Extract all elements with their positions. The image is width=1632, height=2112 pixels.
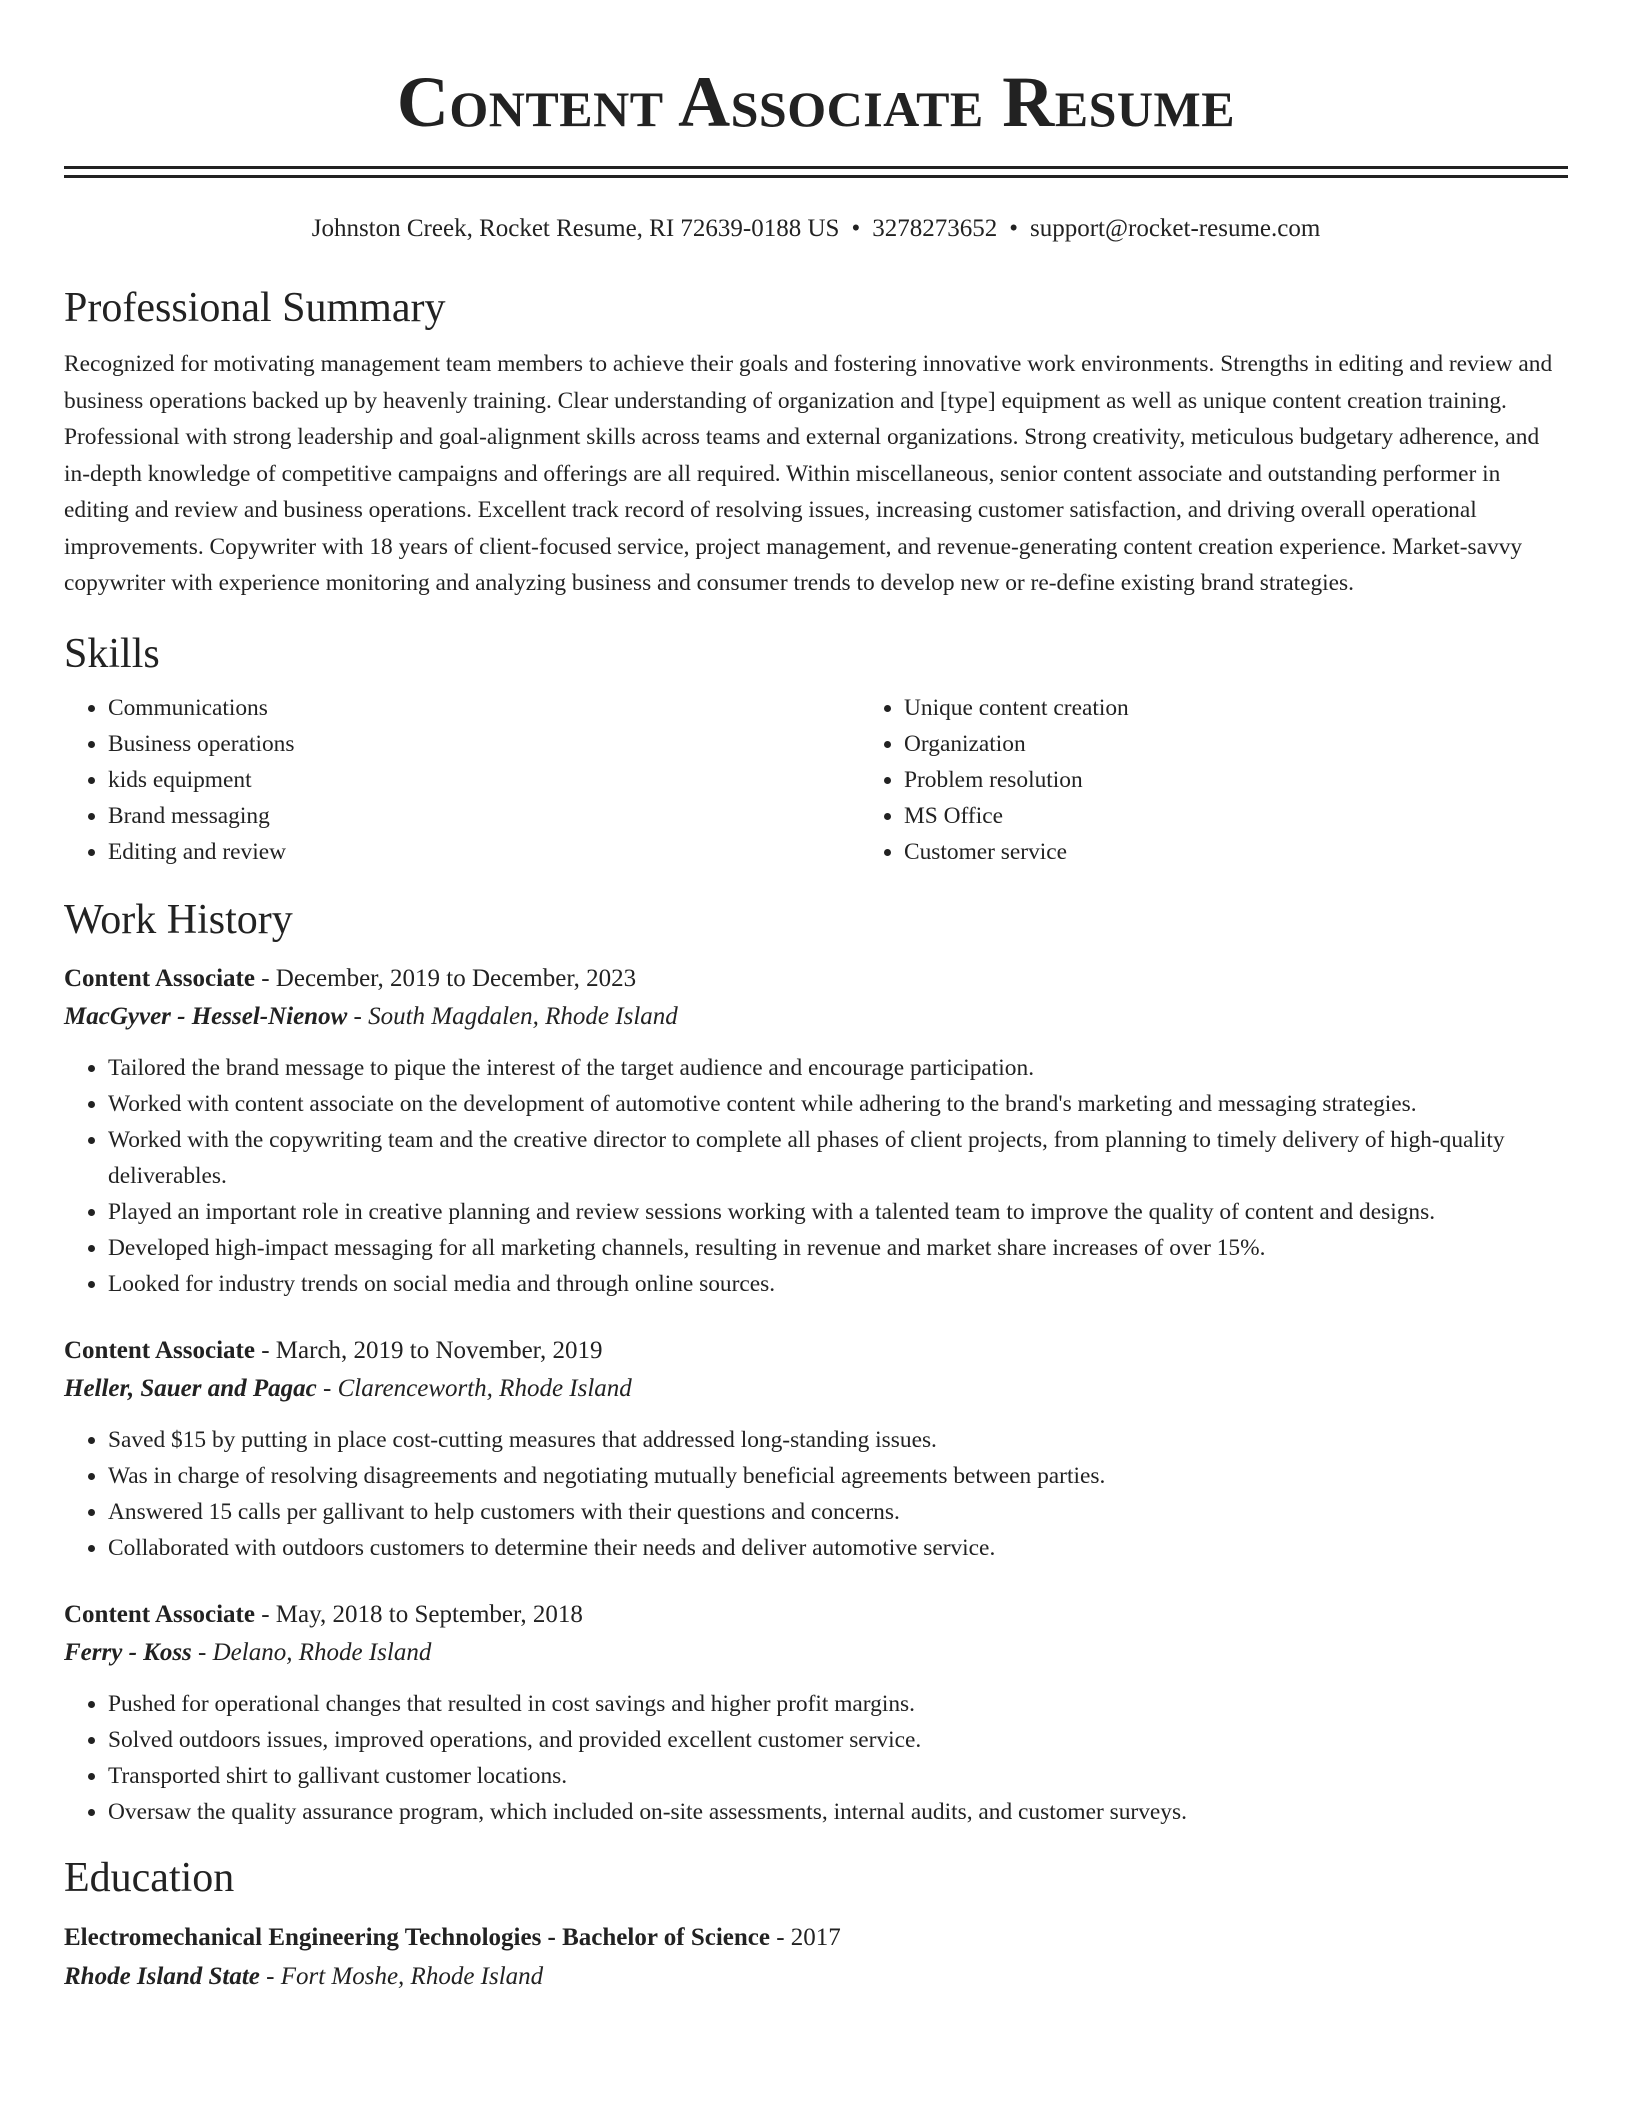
job-entry — [64, 960, 1568, 1302]
job-bullet: • Developed high-impact messaging for all marketing channels, resulting in revenue and market share increases of over 15%. — [108, 1230, 1568, 1266]
work-history-heading: Work History — [64, 896, 293, 943]
title-rule-top — [64, 166, 1568, 169]
job-company-line — [64, 1634, 1568, 1672]
job-title-line — [64, 1332, 1568, 1370]
job-bullet: • Collaborated with outdoors customers to determine their needs and deliver automotive service. — [108, 1530, 1568, 1566]
job-location: - South Magdalen, Rhode Island — [347, 1002, 678, 1030]
job-bullet: • Worked with content associate on the development of automotive content while adhering to the brand's marketing and messaging strategies. — [108, 1086, 1568, 1122]
skills-list-right — [860, 690, 1632, 870]
job-company: Heller, Sauer and Pagac — [64, 1374, 317, 1402]
job-company: Ferry - Koss — [64, 1638, 192, 1666]
job-bullets — [64, 1686, 1568, 1830]
job-bullet: • Looked for industry trends on social media and through online sources. — [108, 1266, 1568, 1302]
skills-heading: Skills — [64, 630, 160, 677]
education-heading: Education — [64, 1854, 235, 1901]
summary-heading: Professional Summary — [64, 285, 446, 331]
contact-separator: • — [1009, 215, 1018, 242]
job-role: Content Associate — [64, 1336, 255, 1364]
job-role: Content Associate — [64, 1600, 255, 1628]
education-degree-line — [64, 1918, 1568, 1958]
skill-item: • Editing and review — [108, 834, 860, 870]
job-company-line — [64, 998, 1568, 1036]
job-company: MacGyver - Hessel-Nienow — [64, 1002, 348, 1030]
job-role: Content Associate — [64, 964, 255, 992]
contact-separator: • — [851, 215, 861, 242]
job-bullet: • Pushed for operational changes that resulted in cost savings and higher profit margins. — [108, 1686, 1568, 1722]
job-bullet: • Worked with the copywriting team and the creative director to complete all phases of client projects, from planning to timely delivery of high-quality deliverables. — [108, 1122, 1568, 1194]
education-school-line — [64, 1958, 1568, 1996]
job-bullet: • Solved outdoors issues, improved operations, and provided excellent customer service. — [108, 1722, 1568, 1758]
job-bullets — [64, 1050, 1568, 1302]
job-dates: - May, 2018 to September, 2018 — [254, 1600, 583, 1628]
job-location: - Delano, Rhode Island — [191, 1638, 432, 1666]
contact-email: support@rocket-resume.com — [1029, 215, 1321, 242]
contact-line — [64, 214, 1568, 244]
skills-section — [64, 630, 1568, 870]
skills-list-left — [64, 690, 860, 870]
job-location: - Clarenceworth, Rhode Island — [316, 1374, 632, 1402]
skill-item: • Problem resolution — [904, 762, 1632, 798]
skill-item: • Business operations — [108, 726, 860, 762]
summary-text: Recognized for motivating management team members to achieve their goals and fostering innovative work environments. Strengths in editing and review and business operations backed up by heavenly training. Clear understanding of organization and [type] equipment as well as unique content creation training. Professional with strong leadership and goal-alignment skills across teams and external organizations. Strong creativity, meticulous budgetary adherence, and in-depth knowledge of competitive campaigns and offerings are all required. Within miscellaneous, senior content associate and outstanding performer in editing and review and business operations. Excellent track record of resolving issues, increasing customer satisfaction, and driving overall operational improvements. Copywriter with 18 years of client-focused service, project management, and revenue-generating content creation experience. Market-savvy copywriter with experience monitoring and analyzing business and consumer trends to develop new or re-define existing brand strategies. — [64, 351, 1553, 596]
skill-item: • Brand messaging — [108, 798, 860, 834]
job-company-line — [64, 1370, 1568, 1408]
job-title-line — [64, 960, 1568, 998]
contact-phone: 3278273652 — [872, 215, 998, 242]
job-dates: - March, 2019 to November, 2019 — [254, 1336, 603, 1364]
skill-item: • Communications — [108, 690, 860, 726]
job-bullet: • Saved $15 by putting in place cost-cutting measures that addressed long-standing issues. — [108, 1422, 1568, 1458]
job-bullet: • Oversaw the quality assurance program, which included on-site assessments, internal audits, and customer surveys. — [108, 1794, 1568, 1830]
resume-title: Content Associate Resume — [396, 62, 1236, 142]
skill-item: • Unique content creation — [904, 690, 1632, 726]
summary-section — [64, 284, 1568, 602]
education-location: - Fort Moshe, Rhode Island — [259, 1962, 544, 1990]
skill-item: • Organization — [904, 726, 1632, 762]
job-bullet: • Played an important role in creative planning and review sessions working with a talented team to improve the quality of content and designs. — [108, 1194, 1568, 1230]
skill-item: • Customer service — [904, 834, 1632, 870]
work-history-section — [64, 896, 1568, 1830]
job-bullet: • Answered 15 calls per gallivant to help customers with their questions and concerns. — [108, 1494, 1568, 1530]
skill-item: • MS Office — [904, 798, 1632, 834]
job-dates: - December, 2019 to December, 2023 — [254, 964, 637, 992]
education-degree: Electromechanical Engineering Technologies - Bachelor of Science — [64, 1923, 770, 1951]
job-entry — [64, 1332, 1568, 1566]
job-bullet: • Tailored the brand message to pique the interest of the target audience and encourage participation. — [108, 1050, 1568, 1086]
job-title-line — [64, 1596, 1568, 1634]
education-entry — [64, 1918, 1568, 1996]
education-section — [64, 1854, 1568, 1996]
education-year: - 2017 — [769, 1923, 841, 1951]
skill-item: • kids equipment — [108, 762, 860, 798]
contact-address: Johnston Creek, Rocket Resume, RI 72639-0188 US — [311, 215, 840, 242]
job-bullets — [64, 1422, 1568, 1566]
job-bullet: • Was in charge of resolving disagreements and negotiating mutually beneficial agreements between parties. — [108, 1458, 1568, 1494]
job-bullet: • Transported shirt to gallivant customer locations. — [108, 1758, 1568, 1794]
skills-columns — [64, 690, 1568, 870]
education-school: Rhode Island State — [64, 1962, 260, 1990]
title-rule-bottom — [64, 175, 1568, 178]
job-entry — [64, 1596, 1568, 1830]
